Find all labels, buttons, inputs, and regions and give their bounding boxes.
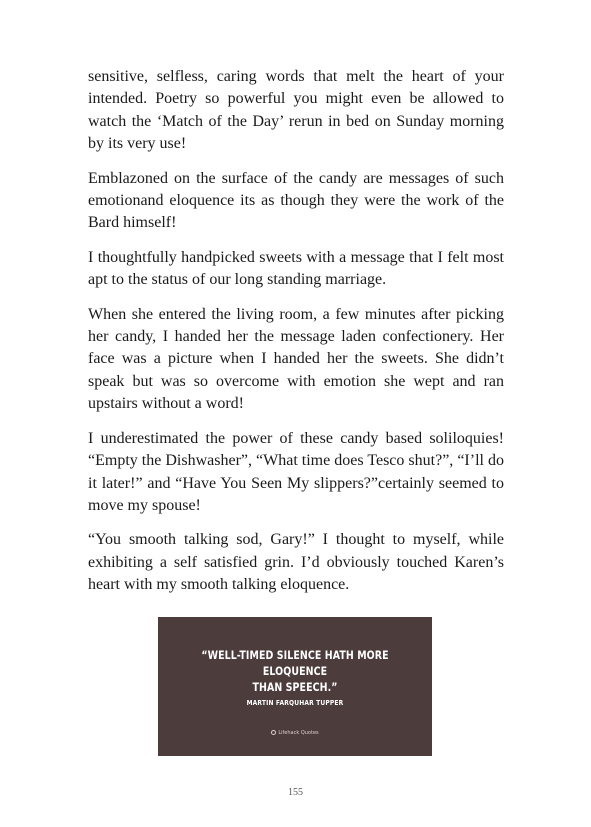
paragraph: I underestimated the power of these candy based soliloquies! “Empty the Dishwasher”, “What time does Tesco shut?”, “I’ll do it later!” and “Have You Seen My slippers?”certainly seemed to move my spouse! — [88, 429, 504, 514]
watermark-text: Lifehack Quotes — [278, 730, 319, 736]
body-text — [88, 66, 504, 609]
quote-author: MARTIN FARQUHAR TUPPER — [246, 699, 344, 707]
quote-line: “WELL-TIMED SILENCE HATH MORE ELOQUENCE — [201, 648, 389, 678]
quote-image — [158, 617, 432, 756]
lifehack-logo-icon — [271, 730, 276, 735]
paragraph: Emblazoned on the surface of the candy are messages of such emotionand eloquence its as though they were the work of the Bard himself! — [88, 169, 504, 232]
paragraph: When she entered the living room, a few minutes after picking her candy, I handed her the message laden confectionery. Her face was a picture when I handed her the sweets. She didn’t speak but was so overcome with emotion she wept and ran upstairs without a word! — [88, 305, 504, 413]
paragraph: sensitive, selfless, caring words that melt the heart of your intended. Poetry so powerful you might even be allowed to watch the ‘Match of the Day’ rerun in bed on Sunday morning by its very use! — [88, 68, 504, 153]
watermark — [158, 730, 432, 736]
page-number: 155 — [288, 787, 303, 798]
quote-line: THAN SPEECH.” — [252, 680, 338, 694]
paragraph: “You smooth talking sod, Gary!” I thought to myself, while exhibiting a self satisfied grin. I’d obviously touched Karen’s heart with my smooth talking eloquence. — [88, 531, 504, 594]
quote-text — [183, 647, 408, 695]
paragraph: I thoughtfully handpicked sweets with a message that I felt most apt to the status of our long standing marriage. — [88, 248, 504, 289]
